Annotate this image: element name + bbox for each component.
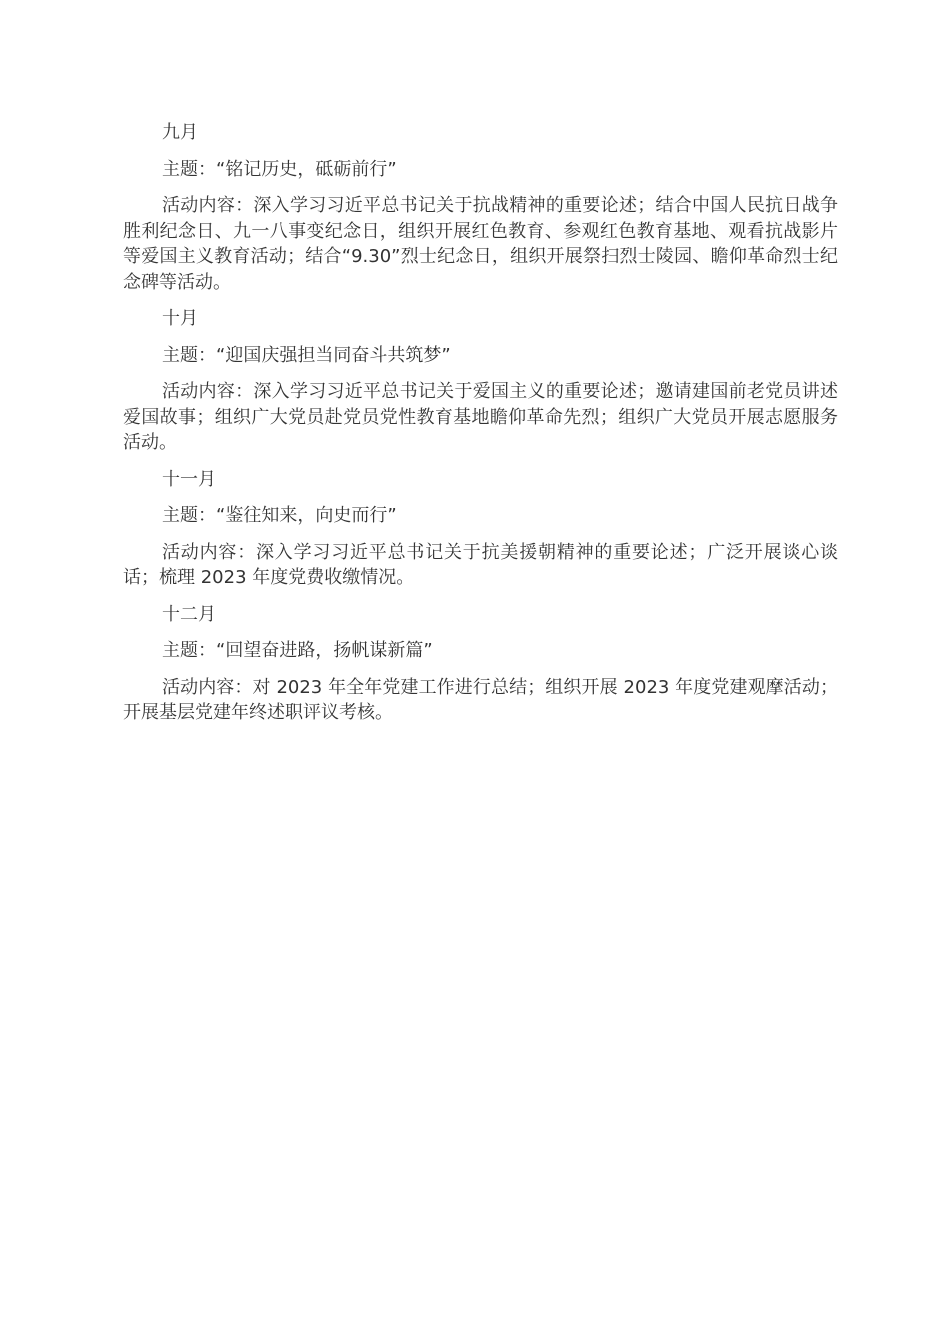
- theme-december: 主题：“回望奋进路，扬帆谋新篇”: [162, 640, 433, 661]
- activity-december: 活动内容：对 2023 年全年党建工作进行总结；组织开展 2023 年度党建观摩活动；开展基层党建年终述职评议考核。: [123, 676, 838, 723]
- activity-october: 活动内容：深入学习习近平总书记关于爱国主义的重要论述；邀请建国前老党员讲述爱国故事；组织广大党员赴党员党性教育基地瞻仰革命先烈；组织广大党员开展志愿服务活动。: [123, 381, 838, 453]
- theme-october: 主题：“迎国庆强担当同奋斗共筑梦”: [162, 344, 451, 366]
- document-body: [123, 120, 838, 737]
- month-heading-december: 十二月: [162, 603, 216, 625]
- activity-november: 活动内容：深入学习习近平总书记关于抗美援朝精神的重要论述；广泛开展谈心谈话；梳理 2023 年度党费收缴情况。: [123, 541, 838, 588]
- month-heading-september: 九月: [162, 122, 198, 143]
- activity-september: 活动内容：深入学习习近平总书记关于抗战精神的重要论述；结合中国人民抗日战争胜利纪念日、九一八事变纪念日，组织开展红色教育、参观红色教育基地、观看抗战影片等爱国主义教育活动；结合“9.30”烈士纪念日，组织开展祭扫烈士陵园、瞻仰革命烈士纪念碑等活动。: [123, 195, 838, 293]
- month-heading-november: 十一月: [162, 468, 216, 490]
- theme-november: 主题：“鉴往知来，向史而行”: [162, 505, 397, 526]
- month-heading-october: 十月: [162, 308, 198, 329]
- theme-september: 主题：“铭记历史，砥砺前行”: [162, 158, 397, 180]
